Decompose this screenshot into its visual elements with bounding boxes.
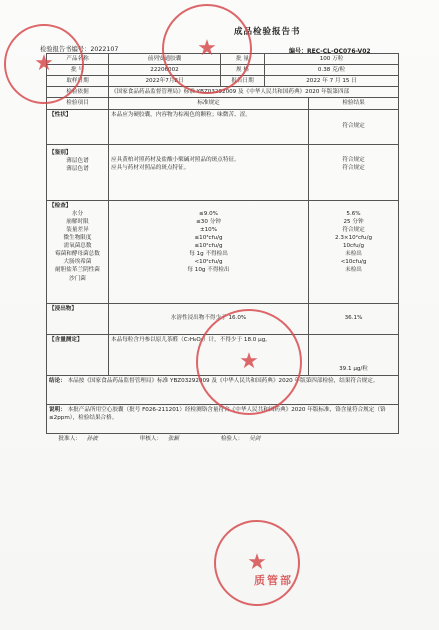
assay-head: 【含量测定】 [49, 336, 83, 343]
sample-date-label: 取样日期 [47, 76, 109, 87]
signature-cell [47, 433, 399, 452]
basis-value: 《国家食品药品监督管理局》标准 YBZ03292009 及《中华人民共和国药典》2020 年版第四部 [109, 87, 399, 98]
column-header: 检验项目 [47, 98, 109, 109]
batch-value: 100 万粒 [265, 54, 399, 65]
star-icon: ★ [247, 550, 267, 575]
test-result: 2.3×10²cfu/g [335, 234, 372, 241]
test-result: 符合规定 [342, 226, 365, 233]
test-standard: ≤9.0% [199, 210, 218, 217]
item-standard: 应具黄柏对照药材及盐酸小檗碱对照品的斑点特征。 [111, 156, 240, 163]
test-standard: 每 10g 不得检出 [187, 267, 230, 274]
test-result: <10cfu/g [340, 259, 367, 266]
assay-standard: 本品每粒含丹参以原儿茶醛（C₇H₆O₃）计，不得少于 18.0 μg。 [109, 334, 309, 375]
test-name: 需氧菌总数 [63, 243, 92, 250]
spec-value: 0.38 克/粒 [265, 65, 399, 76]
column-header: 检验结果 [309, 98, 399, 109]
appearance-row [47, 109, 399, 144]
test-standard: 每 1g 不得检出 [189, 251, 228, 258]
spec-label: 规 格 [221, 65, 265, 76]
column-header-row [47, 98, 399, 109]
item-standard: 应具与药材对照品的斑点特征。 [111, 164, 190, 171]
test-standard: ≤10³cfu/g [194, 234, 223, 241]
batch-label: 批 量 [221, 54, 265, 65]
tester-label: 检验人： [220, 435, 244, 442]
identification-row [47, 144, 399, 200]
extract-result: 36.1% [309, 303, 399, 334]
test-results [309, 200, 399, 303]
quality-department-text: 质管部 [254, 574, 293, 587]
appearance-standard: 本品应为硬胶囊，内容物为棕褐色的颗粒；味微苦、涩。 [109, 109, 309, 144]
approver-label: 批准人： [58, 435, 81, 442]
test-name: 大肠埃希菌 [63, 259, 92, 266]
item-name: 薄层色谱 [66, 157, 89, 164]
test-name: 装量差异 [66, 226, 89, 233]
product-label: 产品名称 [47, 54, 109, 65]
reviewer-signature: 张颖 [167, 435, 180, 442]
report-date-value: 2022 年 7 月 15 日 [265, 76, 399, 87]
star-icon: ★ [197, 36, 217, 61]
test-items [47, 200, 109, 303]
conclusion-label: 结论： [49, 377, 66, 384]
approver-signature: 孙波 [86, 435, 98, 442]
test-standards [109, 200, 309, 303]
report-title: 成品检验报告书 [234, 27, 301, 37]
document-code: 编号：REC-CL-QC076-V02 [289, 48, 371, 55]
test-result: 未检出 [345, 267, 362, 274]
quality-seal-top [162, 4, 252, 94]
item-result: 符合规定 [342, 164, 365, 171]
section-head [47, 109, 109, 144]
test-standard: ≤30 分钟 [196, 218, 221, 225]
basis-label: 检验依据 [47, 87, 109, 98]
appearance-head: 【性状】 [49, 111, 72, 118]
test-name: 崩解时限 [66, 218, 89, 225]
test-name: 沙门菌 [69, 275, 86, 282]
assay-cell [47, 334, 109, 375]
star-icon: ★ [34, 51, 54, 76]
star-icon: ★ [239, 349, 259, 374]
report-date-label: 报告日期 [221, 76, 265, 87]
item-result: 符合规定 [342, 156, 365, 163]
extract-standard: 水溶性浸出物不得少于 16.0% [109, 303, 309, 334]
identification-items [47, 144, 109, 200]
tester-signature: 吴剑 [248, 435, 261, 442]
company-seal-center [196, 309, 302, 415]
lot-value: 22206002 [109, 65, 221, 76]
assay-result: 39.1 μg/粒 [309, 334, 399, 375]
test-standard: ±10% [199, 226, 218, 233]
reviewer-label: 审核人： [139, 435, 163, 442]
conclusion-text: 本品按《国家食品药品监督管理局》标准 YBZ03292009 及《中华人民共和国药典》2020 年版第四部检验，结果符合规定。 [67, 377, 379, 384]
test-name: 水分 [71, 210, 84, 217]
lot-label: 批 号 [47, 65, 109, 76]
company-seal-left [4, 24, 84, 104]
column-header: 标准规定 [109, 98, 309, 109]
identification-head: 【鉴别】 [49, 149, 72, 156]
tests-row [47, 200, 399, 303]
test-name: 耐胆盐革兰阴性菌 [55, 267, 100, 274]
test-name: 霉菌和酵母菌总数 [55, 251, 100, 258]
report-number: 检验报告书编号：2022107 [40, 46, 119, 53]
test-result: 10cfu/g [342, 243, 365, 250]
note-text: 本批产品所用空心胶囊（批号 F026-211201）经检测铬含量符合《中华人民共和国药典》2020 年版标准，铬含量符合规定（铬≤2ppm），检验结果合格。 [49, 406, 386, 421]
signature-row [47, 433, 399, 452]
item-name: 薄层色谱 [66, 165, 89, 172]
test-standard: <10²cfu/g [194, 259, 223, 266]
product-value: 前列安通胶囊 [109, 54, 221, 65]
sample-date-value: 2022年7月8日 [109, 76, 221, 87]
test-result: 未检出 [345, 251, 362, 258]
appearance-result: 符合规定 [309, 109, 399, 144]
test-result: 25 分钟 [343, 218, 364, 225]
extract-cell [47, 303, 109, 334]
test-result: 5.6% [346, 210, 361, 217]
tests-head: 【检查】 [49, 202, 72, 209]
identification-results [309, 144, 399, 200]
identification-standards [109, 144, 309, 200]
test-name: 微生物限度 [63, 234, 92, 241]
extract-head: 【浸出物】 [49, 305, 77, 312]
note-label: 说明： [49, 406, 66, 413]
quality-department-seal [214, 520, 300, 606]
test-standard: ≤10²cfu/g [194, 243, 223, 250]
